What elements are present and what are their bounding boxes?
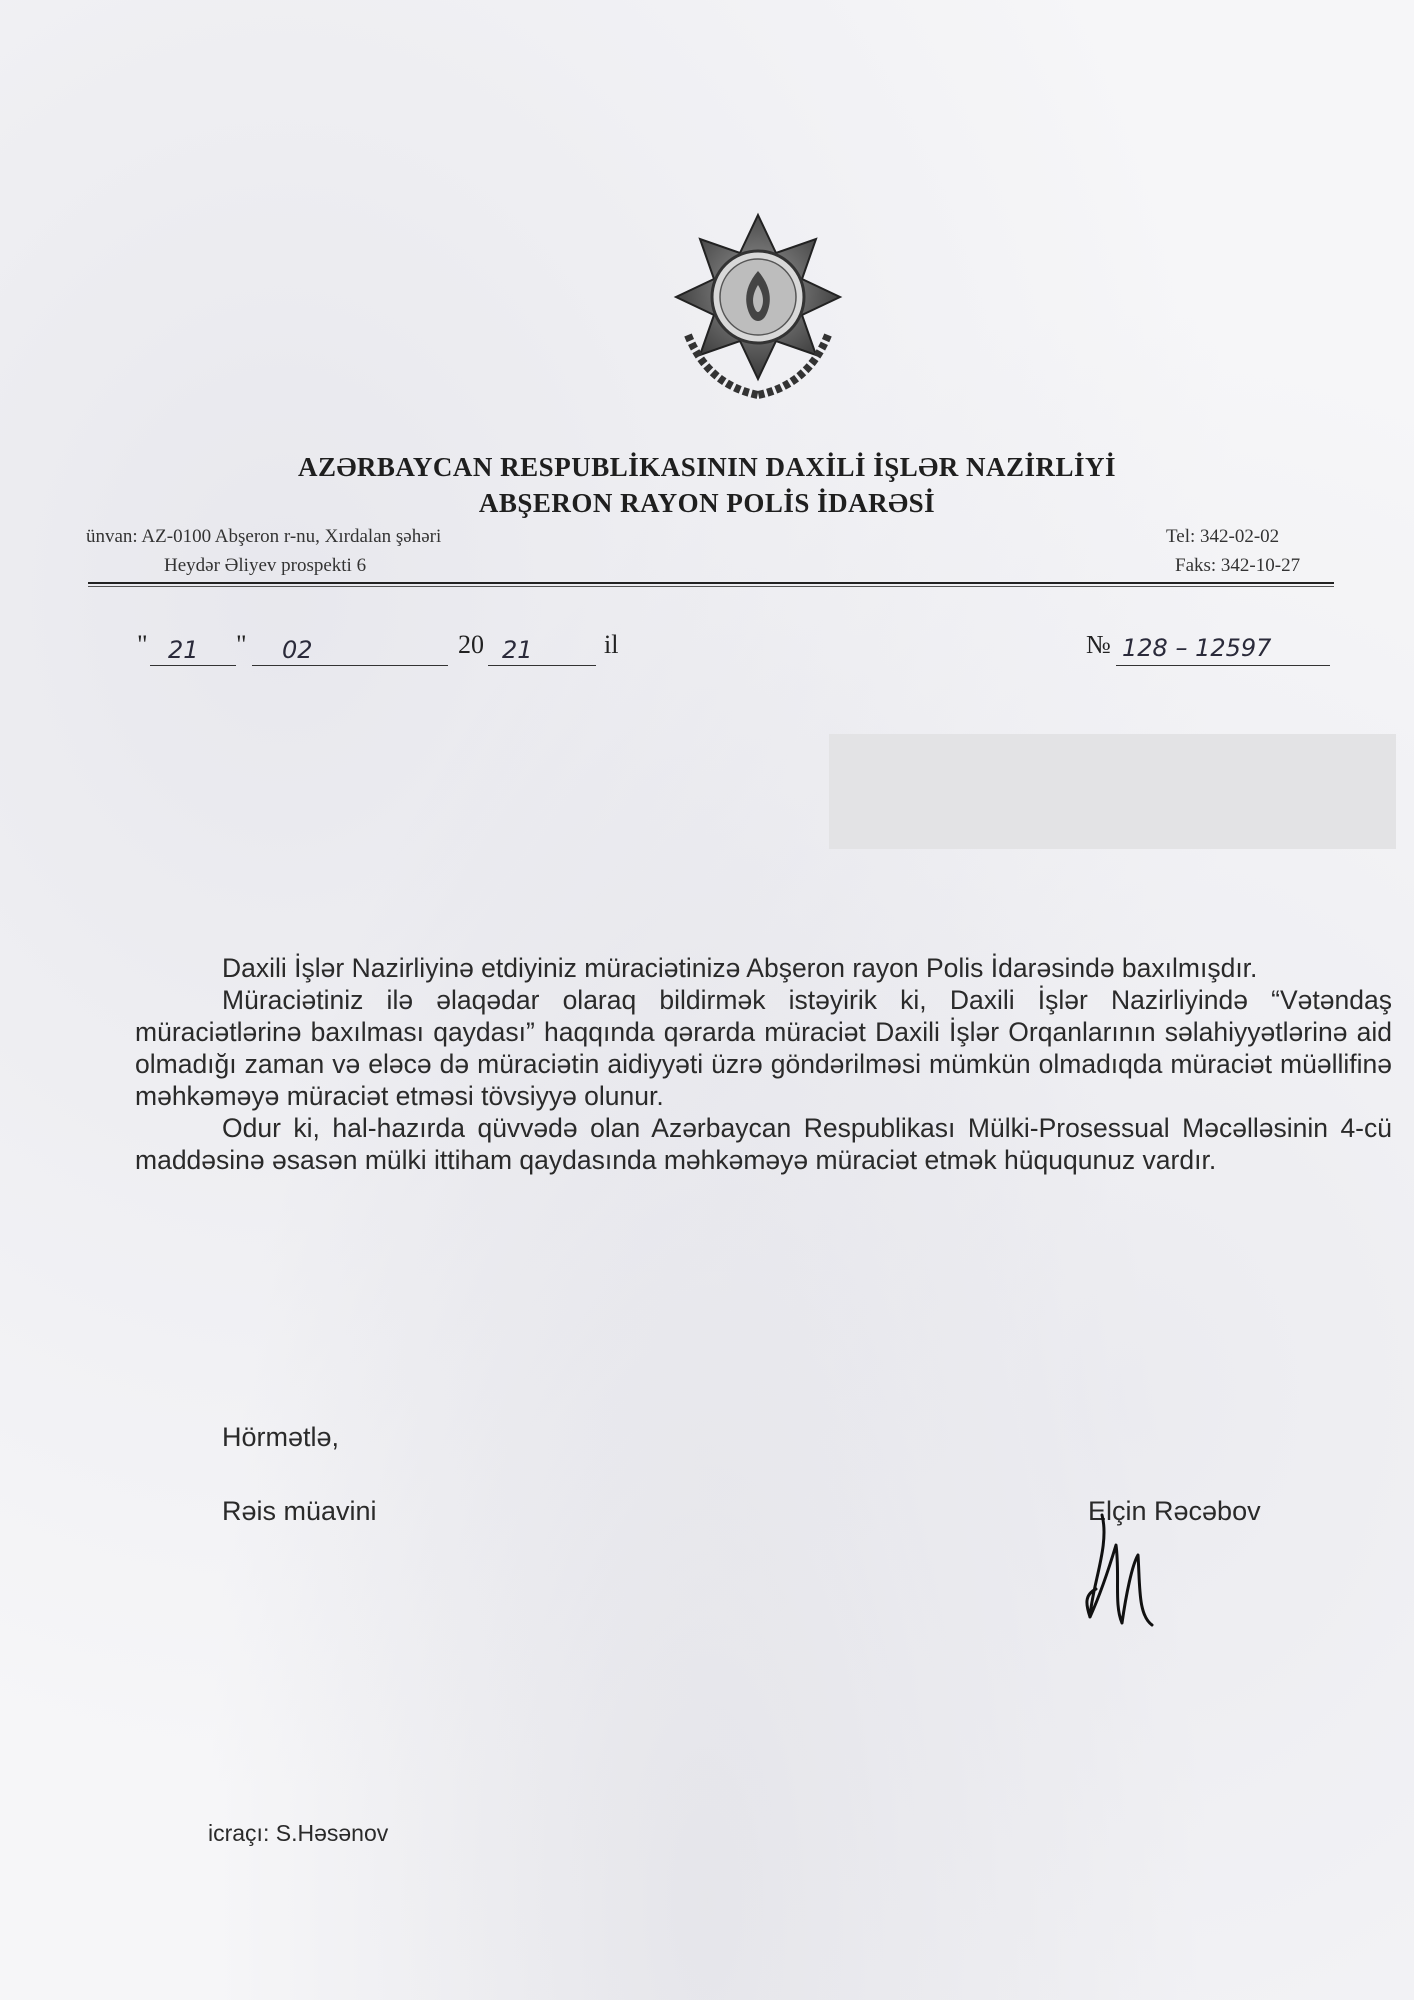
date-day: 21 [168,636,199,664]
redacted-recipient [829,734,1396,849]
state-emblem-icon [668,205,848,405]
department-title: ABŞERON RAYON POLİS İDARƏSİ [478,488,936,518]
fax: Faks: 342-10-27 [1175,555,1301,576]
paragraph-3: Odur ki, hal-hazırda qüvvədə olan Azərbaycan Respublikası Mülki-Prosessual Məcəlləsinin 4-cü maddəsinə əsasən mülki ittiham qaydasında məhkəməyə müraciət etmək hüququnuz vardır. [135,1113,1392,1175]
signer-position: Rəis müavini [222,1496,377,1526]
ministry-title: AZƏRBAYCAN RESPUBLİKASININ DAXİLİ İŞLƏR NAZİRLİYİ [297,452,1117,482]
paragraph-2: Müraciətiniz ilə əlaqədar olaraq bildirmək istəyirik ki, Daxili İşlər Nazirliyində “Vətəndaş müraciətlərinə baxılması qaydası” haqqında qərarda müraciət Daxili İşlər Orqanlarının səlahiyyətlərinə aid olmadığı zaman və eləcə də müraciətin aidiyyəti üzrə göndərilməsi mümkün olmadıqda müraciət müəllifinə məhkəməyə müraciət etməsi tövsiyyə olunur. [135,985,1392,1111]
date-year-underline [488,665,596,666]
paragraph-1: Daxili İşlər Nazirliyinə etdiyiniz müraciətinizə Abşeron rayon Polis İdarəsində baxılmışdır. [222,953,1258,983]
header-divider [88,582,1334,584]
quote-open: " [137,630,148,659]
handwritten-signature [1080,1505,1170,1635]
letter-body [135,952,1392,1176]
date-il: il [604,630,619,659]
executor: icraçı: S.Həsənov [208,1820,389,1846]
telephone: Tel: 342-02-02 [1166,526,1280,547]
signer-name: Elçin Rəcəbov [1088,1496,1261,1526]
document-number-underline [1116,665,1330,666]
address-line-1: ünvan: AZ-0100 Abşeron r-nu, Xırdalan şəhəri [86,526,442,547]
date-year-prefix: 20 [458,630,484,659]
document-number: 128 – 12597 [1122,634,1272,662]
number-sign: № [1086,630,1111,659]
address-line-2: Heydər Əliyev prospekti 6 [164,555,367,576]
date-month-underline [252,665,448,666]
quote-close: " [236,630,247,659]
date-day-underline [150,665,236,666]
date-year-suffix: 21 [502,636,533,664]
header-divider-thin [88,586,1334,587]
closing-regards: Hörmətlə, [222,1422,340,1452]
date-month: 02 [282,636,313,664]
